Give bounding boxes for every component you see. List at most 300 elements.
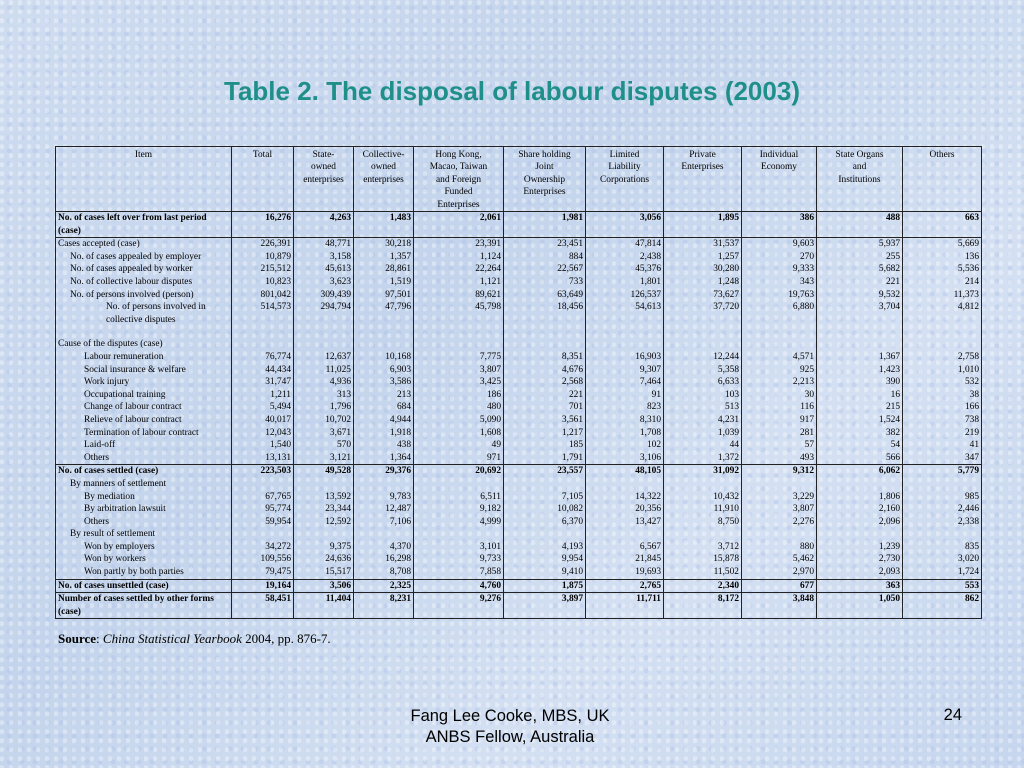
table-cell: 102 (586, 439, 664, 452)
table-cell: 9,954 (504, 553, 586, 566)
table-cell: 3,506 (294, 579, 354, 593)
table-row (56, 516, 982, 529)
table-cell: 513 (664, 401, 742, 414)
table-cell: 3,158 (294, 251, 354, 264)
table-cell: 3,897 (504, 593, 586, 619)
table-cell: 9,182 (414, 503, 504, 516)
table-cell: 2,096 (817, 516, 903, 529)
table-cell: 3,586 (354, 376, 414, 389)
row-label: No. of cases settled (case) (56, 465, 232, 478)
table-cell: 3,101 (414, 541, 504, 554)
table-cell: 5,536 (903, 263, 982, 276)
table-row (56, 579, 982, 593)
column-header: Individual Economy (742, 147, 817, 212)
table-cell (664, 338, 742, 351)
table-cell (232, 338, 294, 351)
table-cell: 4,193 (504, 541, 586, 554)
table-cell: 1,540 (232, 439, 294, 452)
table-cell: 1,248 (664, 276, 742, 289)
table-cell: 11,711 (586, 593, 664, 619)
table-row (56, 566, 982, 579)
table-cell: 438 (354, 439, 414, 452)
table-cell: 343 (742, 276, 817, 289)
table-cell: 9,532 (817, 289, 903, 302)
table-cell: 3,056 (586, 212, 664, 238)
table-cell: 11,025 (294, 364, 354, 377)
table-cell: 14,322 (586, 491, 664, 504)
table-row (56, 427, 982, 440)
table-cell: 390 (817, 376, 903, 389)
table-cell (742, 478, 817, 491)
table-cell: 23,344 (294, 503, 354, 516)
table-cell: 19,164 (232, 579, 294, 593)
table-cell: 45,613 (294, 263, 354, 276)
table-cell: 28,861 (354, 263, 414, 276)
row-label: No. of cases appealed by employer (56, 251, 232, 264)
table-cell (354, 338, 414, 351)
table-cell: 6,903 (354, 364, 414, 377)
table-cell: 823 (586, 401, 664, 414)
table-cell: 2,340 (664, 579, 742, 593)
table-cell: 733 (504, 276, 586, 289)
table-cell (664, 326, 742, 338)
table-cell: 6,370 (504, 516, 586, 529)
row-label: Number of cases settled by other forms (case) (56, 593, 232, 619)
table-cell: 363 (817, 579, 903, 593)
table-cell: 1,211 (232, 389, 294, 402)
table-cell: 4,231 (664, 414, 742, 427)
table-cell: 532 (903, 376, 982, 389)
table-cell: 37,720 (664, 301, 742, 326)
table-cell: 10,823 (232, 276, 294, 289)
column-header: Item (56, 147, 232, 212)
table-row (56, 478, 982, 491)
table-row (56, 212, 982, 238)
table-cell: 47,796 (354, 301, 414, 326)
table-cell: 1,364 (354, 452, 414, 465)
table-cell (504, 528, 586, 541)
table-cell: 15,878 (664, 553, 742, 566)
table-cell: 34,272 (232, 541, 294, 554)
table-row (56, 338, 982, 351)
column-header: Others (903, 147, 982, 212)
table-cell: 13,592 (294, 491, 354, 504)
table-cell: 9,783 (354, 491, 414, 504)
table-cell: 1,708 (586, 427, 664, 440)
column-header: State Organs and Institutions (817, 147, 903, 212)
table-cell: 8,231 (354, 593, 414, 619)
table-cell: 49 (414, 439, 504, 452)
labour-disputes-table (55, 146, 982, 619)
table-cell: 313 (294, 389, 354, 402)
table-cell: 2,765 (586, 579, 664, 593)
table-cell: 488 (817, 212, 903, 238)
source-publication: China Statistical Yearbook (102, 631, 242, 646)
table-cell: 1,423 (817, 364, 903, 377)
table-cell (742, 528, 817, 541)
table-cell: 3,807 (742, 503, 817, 516)
table-cell: 1,796 (294, 401, 354, 414)
table-cell: 9,307 (586, 364, 664, 377)
table-cell: 294,794 (294, 301, 354, 326)
table-cell: 862 (903, 593, 982, 619)
table-cell: 215 (817, 401, 903, 414)
table-cell: 1,121 (414, 276, 504, 289)
table-cell: 10,702 (294, 414, 354, 427)
table-cell: 6,567 (586, 541, 664, 554)
table-cell: 5,090 (414, 414, 504, 427)
table-cell: 221 (504, 389, 586, 402)
table-cell: 1,039 (664, 427, 742, 440)
table-body (56, 212, 982, 619)
table-cell: 215,512 (232, 263, 294, 276)
row-label: No. of collective labour disputes (56, 276, 232, 289)
table-cell: 1,239 (817, 541, 903, 554)
table-cell: 2,438 (586, 251, 664, 264)
table-cell: 8,708 (354, 566, 414, 579)
table-cell: 2,568 (504, 376, 586, 389)
table-cell: 1,801 (586, 276, 664, 289)
table-cell: 677 (742, 579, 817, 593)
table-cell: 54,613 (586, 301, 664, 326)
column-header: Hong Kong, Macao, Taiwan and Foreign Funded Enterprises (414, 147, 504, 212)
row-label: By arbitration lawsuit (56, 503, 232, 516)
table-cell: 4,999 (414, 516, 504, 529)
table-cell: 20,692 (414, 465, 504, 478)
table-cell: 5,779 (903, 465, 982, 478)
table-cell: 2,446 (903, 503, 982, 516)
table-row (56, 238, 982, 251)
table-cell: 6,633 (664, 376, 742, 389)
table-cell: 8,750 (664, 516, 742, 529)
table-row (56, 376, 982, 389)
table-cell: 2,338 (903, 516, 982, 529)
table-cell (817, 326, 903, 338)
table-cell: 13,131 (232, 452, 294, 465)
table-row (56, 414, 982, 427)
table-cell: 2,758 (903, 351, 982, 364)
table-cell (294, 338, 354, 351)
table-cell: 925 (742, 364, 817, 377)
table-cell: 1,367 (817, 351, 903, 364)
row-label: No. of cases unsettled (case) (56, 579, 232, 593)
row-label: Change of labour contract (56, 401, 232, 414)
row-label: Occupational training (56, 389, 232, 402)
table-cell: 566 (817, 452, 903, 465)
table-row (56, 491, 982, 504)
source-note (58, 631, 331, 647)
table-cell: 31,537 (664, 238, 742, 251)
table-cell: 12,043 (232, 427, 294, 440)
table-cell: 10,082 (504, 503, 586, 516)
table-cell: 5,669 (903, 238, 982, 251)
table-cell: 1,875 (504, 579, 586, 593)
table-cell: 4,812 (903, 301, 982, 326)
table-cell: 1,372 (664, 452, 742, 465)
table-cell: 223,503 (232, 465, 294, 478)
table-cell: 18,456 (504, 301, 586, 326)
table-cell: 45,376 (586, 263, 664, 276)
table-cell: 73,627 (664, 289, 742, 302)
table-cell: 493 (742, 452, 817, 465)
table-cell: 4,760 (414, 579, 504, 593)
table-cell: 3,561 (504, 414, 586, 427)
table-row (56, 326, 982, 338)
row-label (56, 326, 232, 338)
table-cell: 41 (903, 439, 982, 452)
table-cell: 255 (817, 251, 903, 264)
table-row (56, 465, 982, 478)
column-header: Total (232, 147, 294, 212)
table-cell: 3,623 (294, 276, 354, 289)
table-cell: 1,895 (664, 212, 742, 238)
row-label: Won partly by both parties (56, 566, 232, 579)
table-cell: 67,765 (232, 491, 294, 504)
table-cell: 49,528 (294, 465, 354, 478)
table-cell: 11,404 (294, 593, 354, 619)
table-cell: 219 (903, 427, 982, 440)
column-header: Share holding Joint Ownership Enterprises (504, 147, 586, 212)
table-cell: 9,733 (414, 553, 504, 566)
table-cell: 1,724 (903, 566, 982, 579)
table-cell: 89,621 (414, 289, 504, 302)
table-cell: 31,092 (664, 465, 742, 478)
table-cell: 12,637 (294, 351, 354, 364)
table-cell: 76,774 (232, 351, 294, 364)
table-cell: 4,944 (354, 414, 414, 427)
table-cell: 16 (817, 389, 903, 402)
table-cell: 917 (742, 414, 817, 427)
table-cell: 971 (414, 452, 504, 465)
table-cell: 3,106 (586, 452, 664, 465)
table-cell: 23,451 (504, 238, 586, 251)
table-cell: 54 (817, 439, 903, 452)
table-cell (354, 326, 414, 338)
table-cell: 45,798 (414, 301, 504, 326)
table-cell: 22,567 (504, 263, 586, 276)
table-cell: 7,105 (504, 491, 586, 504)
table-cell: 8,310 (586, 414, 664, 427)
source-separator: : (96, 631, 103, 646)
table-cell: 15,517 (294, 566, 354, 579)
table-cell: 186 (414, 389, 504, 402)
table-cell: 12,592 (294, 516, 354, 529)
table-cell: 12,487 (354, 503, 414, 516)
table-cell: 11,910 (664, 503, 742, 516)
table-cell: 221 (817, 276, 903, 289)
table-cell: 40,017 (232, 414, 294, 427)
table-cell: 2,276 (742, 516, 817, 529)
table-cell: 1,791 (504, 452, 586, 465)
table-cell: 7,106 (354, 516, 414, 529)
footer-author: Fang Lee Cooke, MBS, UK (410, 707, 610, 725)
table-cell (664, 528, 742, 541)
table-cell (664, 478, 742, 491)
table-cell: 2,061 (414, 212, 504, 238)
source-label: Source (58, 631, 97, 646)
table-cell: 166 (903, 401, 982, 414)
table-cell: 309,439 (294, 289, 354, 302)
table-cell: 103 (664, 389, 742, 402)
table-cell: 382 (817, 427, 903, 440)
row-label: Others (56, 452, 232, 465)
table-cell: 3,020 (903, 553, 982, 566)
table-cell: 29,376 (354, 465, 414, 478)
row-label: Work injury (56, 376, 232, 389)
table-cell: 2,325 (354, 579, 414, 593)
row-label: By mediation (56, 491, 232, 504)
table-cell (586, 478, 664, 491)
table-cell: 5,462 (742, 553, 817, 566)
table-cell: 1,524 (817, 414, 903, 427)
table-cell (903, 528, 982, 541)
table-cell: 31,747 (232, 376, 294, 389)
table-cell: 95,774 (232, 503, 294, 516)
table-cell: 1,124 (414, 251, 504, 264)
row-label: Cause of the disputes (case) (56, 338, 232, 351)
table-cell: 1,519 (354, 276, 414, 289)
table-cell: 2,730 (817, 553, 903, 566)
table-cell: 5,494 (232, 401, 294, 414)
table-cell: 9,276 (414, 593, 504, 619)
table-cell (742, 338, 817, 351)
table-cell: 6,880 (742, 301, 817, 326)
table-cell (586, 528, 664, 541)
table-cell: 22,264 (414, 263, 504, 276)
table-row (56, 401, 982, 414)
table-cell (232, 528, 294, 541)
table-cell: 3,848 (742, 593, 817, 619)
table-cell: 12,244 (664, 351, 742, 364)
table-cell (817, 528, 903, 541)
table-cell (232, 478, 294, 491)
table-cell: 9,375 (294, 541, 354, 554)
column-header: Collective- owned enterprises (354, 147, 414, 212)
table-cell: 30 (742, 389, 817, 402)
table-cell: 7,858 (414, 566, 504, 579)
table-cell: 347 (903, 452, 982, 465)
table-cell: 44 (664, 439, 742, 452)
table-row (56, 503, 982, 516)
table-cell: 701 (504, 401, 586, 414)
table-row (56, 351, 982, 364)
table-cell: 880 (742, 541, 817, 554)
table-row (56, 301, 982, 326)
table-row (56, 553, 982, 566)
table-cell: 1,608 (414, 427, 504, 440)
table-cell: 514,573 (232, 301, 294, 326)
column-header: Private Enterprises (664, 147, 742, 212)
table-row (56, 528, 982, 541)
table-cell: 213 (354, 389, 414, 402)
table-row (56, 452, 982, 465)
table-cell (232, 326, 294, 338)
table-cell: 5,682 (817, 263, 903, 276)
column-header: State- owned enterprises (294, 147, 354, 212)
table-cell: 9,333 (742, 263, 817, 276)
table-cell: 1,050 (817, 593, 903, 619)
table-cell: 136 (903, 251, 982, 264)
table-cell: 3,425 (414, 376, 504, 389)
table-cell: 738 (903, 414, 982, 427)
table-cell: 1,357 (354, 251, 414, 264)
table-cell (586, 338, 664, 351)
table-cell: 3,229 (742, 491, 817, 504)
row-label: Won by workers (56, 553, 232, 566)
table-cell: 1,257 (664, 251, 742, 264)
row-label: No. of persons involved in collective disputes (56, 301, 232, 326)
table-cell: 63,649 (504, 289, 586, 302)
page-number: 24 (943, 706, 962, 724)
table-cell: 270 (742, 251, 817, 264)
table-cell (504, 478, 586, 491)
table-cell: 116 (742, 401, 817, 414)
row-label: Cases accepted (case) (56, 238, 232, 251)
table-cell: 47,814 (586, 238, 664, 251)
table-cell: 21,845 (586, 553, 664, 566)
footer-affiliation: ANBS Fellow, Australia (425, 728, 595, 746)
table-cell: 6,511 (414, 491, 504, 504)
table-cell: 4,936 (294, 376, 354, 389)
table-row (56, 263, 982, 276)
table-cell: 11,373 (903, 289, 982, 302)
table-cell: 10,879 (232, 251, 294, 264)
table-cell (414, 338, 504, 351)
table-cell: 553 (903, 579, 982, 593)
table-cell: 16,276 (232, 212, 294, 238)
table-cell (414, 528, 504, 541)
table-cell: 4,676 (504, 364, 586, 377)
row-label: Relieve of labour contract (56, 414, 232, 427)
row-label: By manners of settlement (56, 478, 232, 491)
table-cell: 480 (414, 401, 504, 414)
table-cell: 2,213 (742, 376, 817, 389)
table-cell: 3,712 (664, 541, 742, 554)
table-cell: 19,763 (742, 289, 817, 302)
table-cell (817, 338, 903, 351)
table-cell (414, 326, 504, 338)
table-cell: 5,937 (817, 238, 903, 251)
table-cell: 663 (903, 212, 982, 238)
source-details: 2004, pp. 876-7. (241, 631, 331, 646)
table-cell (504, 338, 586, 351)
table-cell: 884 (504, 251, 586, 264)
table-cell: 1,483 (354, 212, 414, 238)
table-cell: 59,954 (232, 516, 294, 529)
slide-title: Table 2. The disposal of labour disputes (2003) (224, 76, 800, 106)
table-cell: 23,391 (414, 238, 504, 251)
table-cell: 19,693 (586, 566, 664, 579)
table-cell: 30,280 (664, 263, 742, 276)
table-cell: 3,671 (294, 427, 354, 440)
header-row (56, 147, 982, 212)
table-cell: 6,062 (817, 465, 903, 478)
table-cell: 16,298 (354, 553, 414, 566)
table-cell (354, 478, 414, 491)
table-cell: 3,807 (414, 364, 504, 377)
table-cell: 2,093 (817, 566, 903, 579)
table-cell: 11,502 (664, 566, 742, 579)
column-header: Limited Liability Corporations (586, 147, 664, 212)
table-cell: 30,218 (354, 238, 414, 251)
table-cell: 281 (742, 427, 817, 440)
table-cell: 3,704 (817, 301, 903, 326)
table-row (56, 276, 982, 289)
table-cell: 4,571 (742, 351, 817, 364)
table-cell: 7,775 (414, 351, 504, 364)
table-cell: 58,451 (232, 593, 294, 619)
table-cell: 79,475 (232, 566, 294, 579)
